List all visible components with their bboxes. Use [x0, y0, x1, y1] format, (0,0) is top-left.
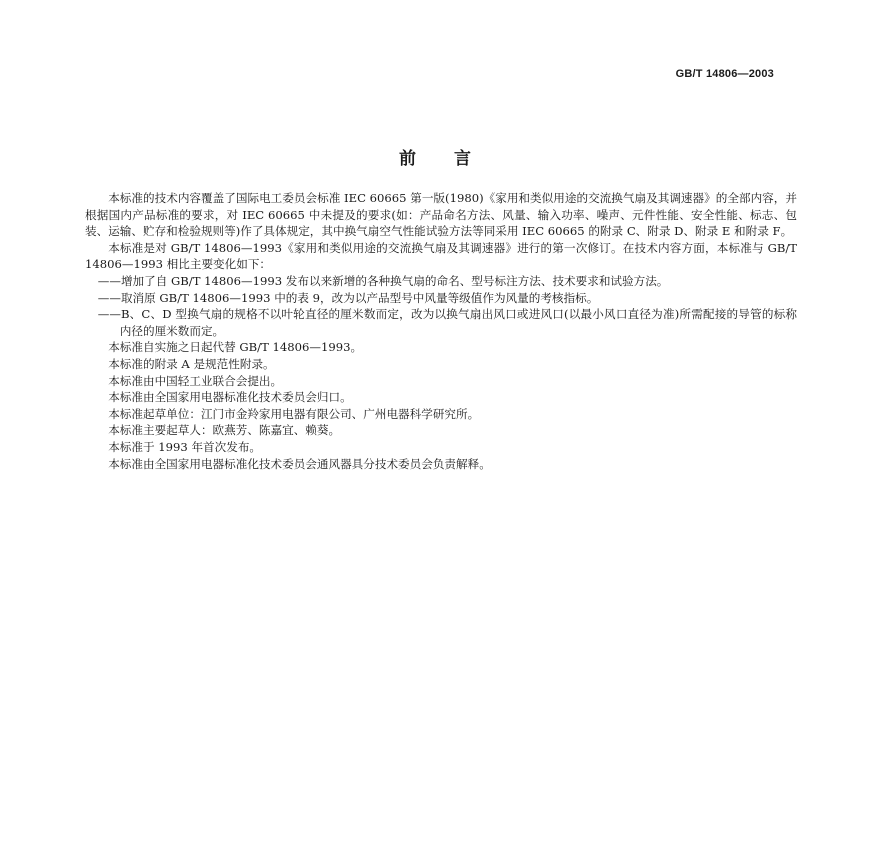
- change-item: ——取消原 GB/T 14806—1993 中的表 9，改为以产品型号中风量等级值作为风量的考核指标。: [97, 290, 599, 305]
- paragraph-replaces: 本标准自实施之日起代替 GB/T 14806—1993。: [108, 340, 363, 355]
- page-title: 前言: [399, 149, 509, 169]
- paragraph-scope: 本标准的技术内容覆盖了国际电工委员会标准 IEC 60665 第一版(1980)《家用和类似用途的交流换气扇及其调速器》的全部内容，并根据国内产品标准的要求，对 IEC 60665 中未提及的要求(如：产品命名方法、风量、输入功率、噪声、元件性能、安全性能、标志、包装、运输、贮存和检验规则等)作了具体规定，其中换气扇空气性能试验方法等同采用 IEC 60665 的附录 C、附录 D、附录 E 和附录 F。: [85, 191, 797, 239]
- paragraph-drafting-units: 本标准起草单位：江门市金羚家用电器有限公司、广州电器科学研究所。: [108, 406, 480, 421]
- paragraph-drafters: 本标准主要起草人：欧燕芳、陈嘉宜、赖葵。: [108, 423, 341, 438]
- foreword-body: [85, 190, 797, 472]
- standard-code: GB/T 14806—2003: [675, 68, 774, 80]
- paragraph-interpretation: 本标准由全国家用电器标准化技术委员会通风器具分技术委员会负责解释。: [108, 456, 491, 471]
- paragraph-first-release: 本标准于 1993 年首次发布。: [108, 439, 262, 454]
- change-item: ——增加了自 GB/T 14806—1993 发布以来新增的各种换气扇的命名、型号标注方法、技术要求和试验方法。: [97, 273, 669, 288]
- paragraph-annex: 本标准的附录 A 是规范性附录。: [108, 356, 275, 371]
- change-item: ——B、C、D 型换气扇的规格不以叶轮直径的厘米数而定，改为以换气扇出风口或进风口(以最小风口直径为准)所需配接的导管的标称内径的厘米数而定。: [97, 307, 797, 338]
- paragraph-centralized: 本标准由全国家用电器标准化技术委员会归口。: [108, 390, 352, 405]
- paragraph-proposer: 本标准由中国轻工业联合会提出。: [108, 373, 283, 388]
- paragraph-revision: 本标准是对 GB/T 14806—1993《家用和类似用途的交流换气扇及其调速器》进行的第一次修订。在技术内容方面，本标准与 GB/T 14806—1993 相比主要变化如下：: [85, 240, 797, 272]
